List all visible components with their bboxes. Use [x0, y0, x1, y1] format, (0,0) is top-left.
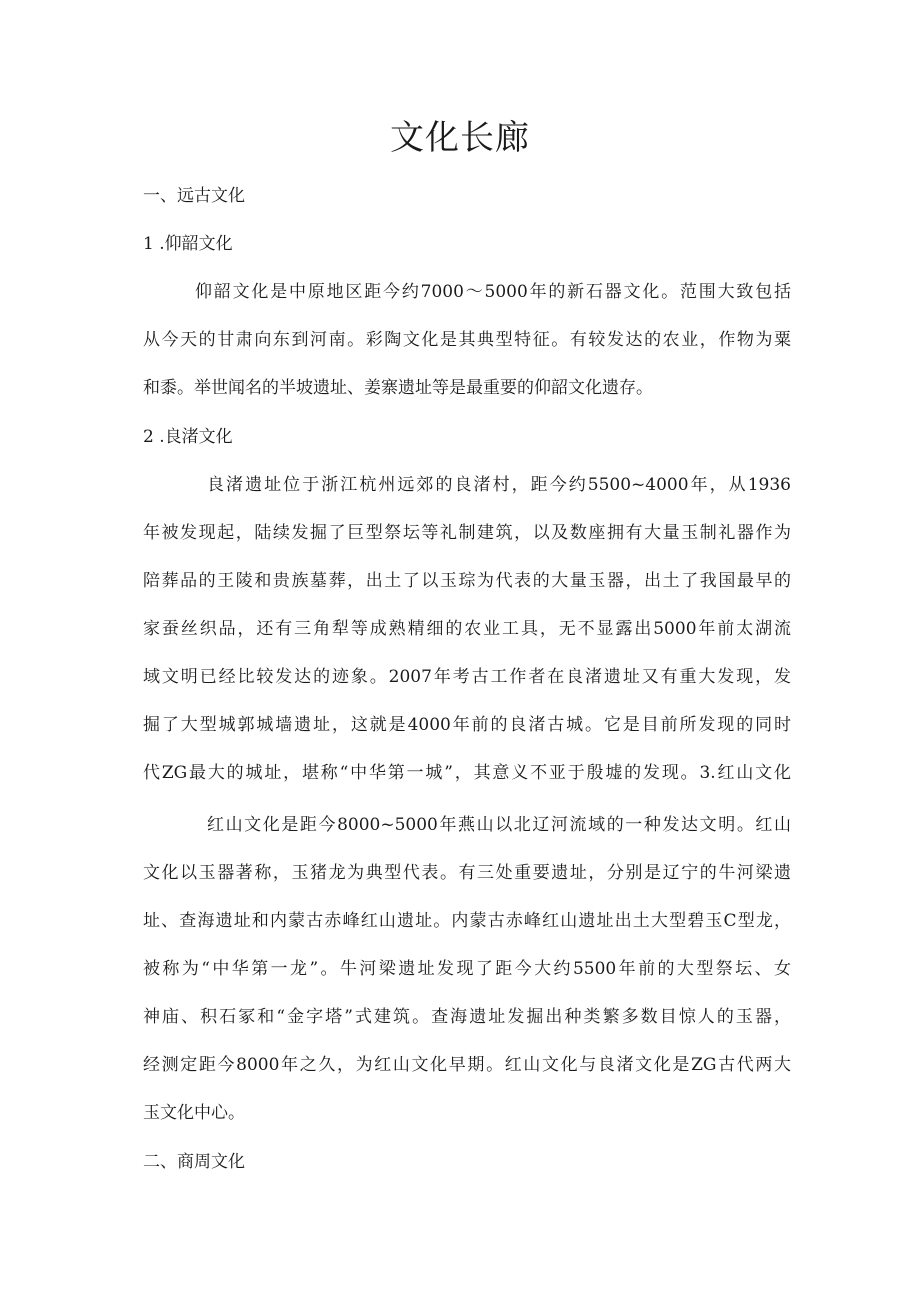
paragraph-line: 家蚕丝织品，还有三角犁等成熟精细的农业工具，无不显露出5000年前太湖流: [143, 619, 791, 639]
section-heading-shang-zhou-culture: 二、商周文化: [143, 1152, 245, 1172]
paragraph-yangshao: [143, 279, 791, 423]
paragraph-line: 从今天的甘肃向东到河南。彩陶文化是其典型特征。有较发达的农业，作物为粟: [143, 330, 791, 350]
paragraph-line: 仰韶文化是中原地区距今约7000〜5000年的新石器文化。范围大致包括: [195, 282, 791, 302]
section-heading-ancient-culture: 一、远古文化: [143, 186, 245, 206]
paragraph-line: 被称为“中华第一龙”。牛河梁遗址发现了距今大约5500年前的大型祭坛、女: [143, 959, 791, 979]
paragraph-hongshan: [143, 812, 791, 1148]
subsection-heading-yangshao: 1 .仰韶文化: [143, 234, 233, 254]
subsection-heading-liangzhu: 2 .良渚文化: [143, 427, 233, 447]
page-title: 文化长廊: [390, 118, 530, 158]
paragraph-liangzhu: [143, 472, 791, 808]
paragraph-line: 掘了大型城郭城墙遗址，这就是4000年前的良渚古城。它是目前所发现的同时: [143, 715, 791, 735]
paragraph-line: 文化以玉器著称，玉猪龙为典型代表。有三处重要遗址，分别是辽宁的牛河梁遗: [143, 863, 791, 883]
paragraph-line: 代ZG最大的城址，堪称“中华第一城”，其意义不亚于殷墟的发现。3.红山文化: [143, 763, 791, 783]
paragraph-line: 神庙、积石冢和“金字塔”式建筑。查海遗址发掘出种类繁多数目惊人的玉器，: [143, 1007, 791, 1027]
paragraph-line: 红山文化是距今8000~5000年燕山以北辽河流域的一种发达文明。红山: [207, 815, 791, 835]
paragraph-line: 陪葬品的王陵和贵族墓葬，出土了以玉琮为代表的大量玉器，出土了我国最早的: [143, 571, 791, 591]
paragraph-line: 年被发现起，陆续发掘了巨型祭坛等礼制建筑，以及数座拥有大量玉制礼器作为: [143, 523, 791, 543]
paragraph-line: 和黍。举世闻名的半坡遗址、姜寨遗址等是最重要的仰韶文化遗存。: [143, 378, 653, 398]
paragraph-line: 良渚遗址位于浙江杭州远郊的良渚村，距今约5500~4000年，从1936: [207, 475, 791, 495]
paragraph-line: 经测定距今8000年之久，为红山文化早期。红山文化与良渚文化是ZG古代两大: [143, 1055, 791, 1075]
paragraph-line: 域文明已经比较发达的迹象。2007年考古工作者在良渚遗址又有重大发现，发: [143, 667, 791, 687]
paragraph-line: 玉文化中心。: [143, 1103, 245, 1123]
paragraph-line: 址、查海遗址和内蒙古赤峰红山遗址。内蒙古赤峰红山遗址出土大型碧玉C型龙，: [143, 911, 791, 931]
